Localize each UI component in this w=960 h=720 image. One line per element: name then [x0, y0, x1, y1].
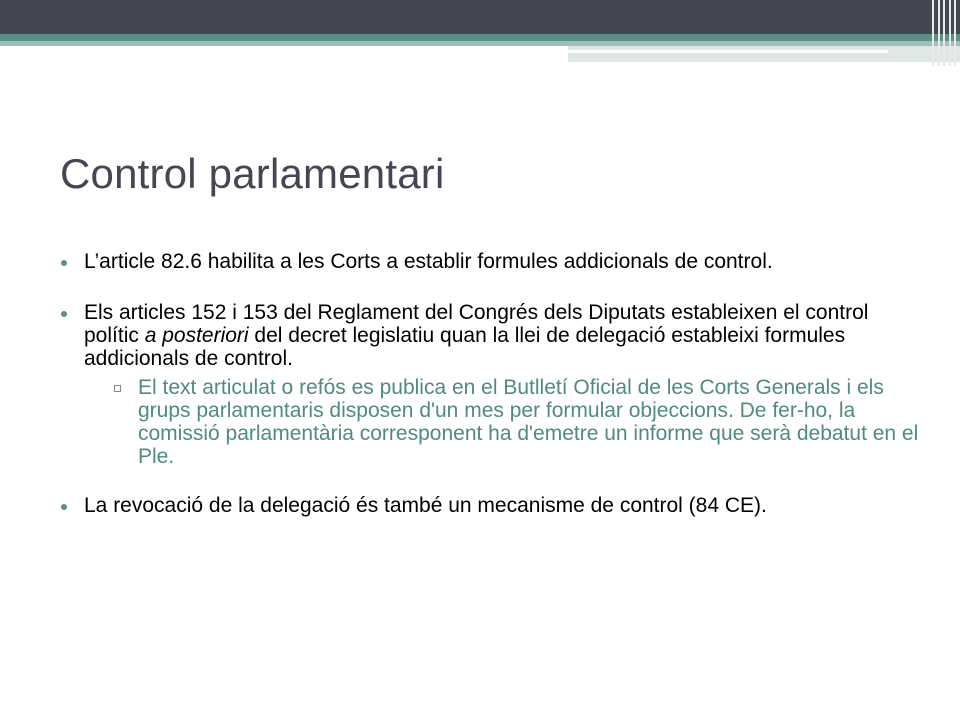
sub-bullet-item — [114, 376, 920, 468]
bullet-dot-icon — [61, 260, 67, 266]
header-lower-band — [568, 46, 960, 62]
bullet-dot-icon — [61, 311, 67, 317]
bullet-list — [60, 250, 920, 517]
bullet-text: La revocació de la delegació és també un mecanisme de control (84 CE). — [84, 494, 767, 517]
italic-term: a posteriori — [144, 324, 249, 347]
bullet-item — [60, 301, 920, 468]
bullet-item — [60, 250, 920, 273]
square-bullet-icon — [114, 385, 121, 392]
bullet-text: Els articles 152 i 153 del Reglament del Congrés dels Diputats estableixen el control polític a posteriori del decret legislatiu quan la llei de delegació estableixi formules addicionals de control. — [84, 301, 869, 370]
bullet-text: L’article 82.6 habilita a les Corts a establir formules addicionals de control. — [84, 250, 773, 273]
bullet-item — [60, 494, 920, 517]
header-white-strip — [568, 50, 888, 53]
sub-bullet-text: El text articulat o refós es publica en el Butlletí Oficial de les Corts Generals i els grups parlamentaris disposen d'un mes per formular objeccions. De fer-ho, la comissió parlamentària corresponent ha d'emetre un informe que serà debatut en el Ple. — [138, 376, 919, 468]
header-accent-band — [0, 34, 960, 41]
bullet-dot-icon — [61, 504, 67, 510]
corner-decoration — [930, 0, 960, 66]
sub-bullet-list — [84, 376, 920, 468]
header-bar — [0, 0, 960, 34]
slide-title: Control parlamentari — [60, 150, 445, 197]
